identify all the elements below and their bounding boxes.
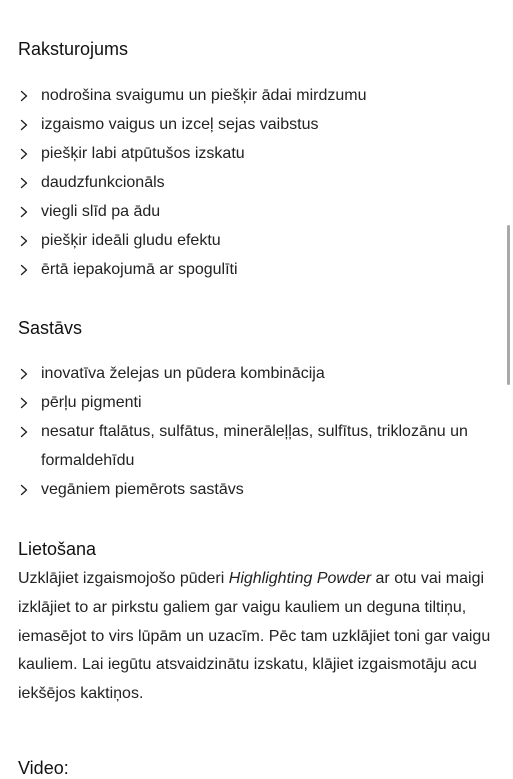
usage-text-part: Uzklājiet izgaismojošo pūderi [18, 570, 229, 587]
ingredients-heading: Sastāvs [18, 318, 83, 338]
chevron-right-icon [18, 206, 30, 218]
list-item-label: daudzfunkcionāls [41, 174, 165, 191]
list-item [18, 139, 367, 168]
chevron-right-icon [18, 177, 30, 189]
chevron-right-icon [18, 90, 30, 102]
chevron-right-icon [18, 397, 30, 409]
list-item-label: piešķir labi atpūtušos izskatu [41, 145, 245, 162]
list-item-label: nodrošina svaigumu un piešķir ādai mirdzumu [41, 87, 367, 104]
list-item [18, 226, 367, 255]
chevron-right-icon [18, 119, 30, 131]
list-item-label: izgaismo vaigus un izceļ sejas vaibstus [41, 116, 319, 133]
list-item-label: inovatīva želejas un pūdera kombinācija [41, 365, 325, 382]
list-item [18, 168, 367, 197]
list-item-label: ērtā iepakojumā ar spogulīti [41, 261, 238, 278]
chevron-right-icon [18, 426, 30, 438]
features-heading: Raksturojums [18, 39, 129, 59]
chevron-right-icon [18, 235, 30, 247]
list-item [18, 110, 367, 139]
scrollbar-thumb[interactable] [507, 225, 510, 385]
list-item [18, 255, 367, 284]
chevron-right-icon [18, 484, 30, 496]
list-item [18, 81, 367, 110]
list-item-label: piešķir ideāli gludu efektu [41, 232, 221, 249]
chevron-right-icon [18, 368, 30, 380]
usage-text-part: ar otu vai maigi izklājiet to ar pirkstu galiem gar vaigu kauliem un deguna tiltiņu, iemasējot to virs lūpām un uzacīm. Pēc tam uzklājiet toni gar vaigu kauliem. Lai iegūtu atsvaidzinātu izskatu, klājiet izgaismotāju acu iekšējos kaktiņos. [18, 570, 491, 703]
list-item-label: nesatur ftalātus, sulfātus, minerāleļļas, sulfītus, triklozānu un formaldehīdu [41, 423, 468, 469]
ingredients-list [18, 359, 511, 504]
chevron-right-icon [18, 264, 30, 276]
list-item [18, 359, 511, 388]
list-item [18, 475, 511, 504]
chevron-right-icon [18, 148, 30, 160]
features-list [18, 81, 367, 284]
list-item-label: pērļu pigmenti [41, 394, 142, 411]
usage-text [18, 565, 498, 709]
list-item [18, 388, 511, 417]
product-name-italic: Highlighting Powder [228, 570, 372, 587]
list-item-label: vegāniem piemērots sastāvs [41, 481, 244, 498]
list-item [18, 197, 367, 226]
list-item-label: viegli slīd pa ādu [41, 203, 161, 220]
video-heading: Video: [18, 758, 69, 778]
list-item [18, 417, 511, 475]
usage-heading: Lietošana [18, 539, 97, 559]
